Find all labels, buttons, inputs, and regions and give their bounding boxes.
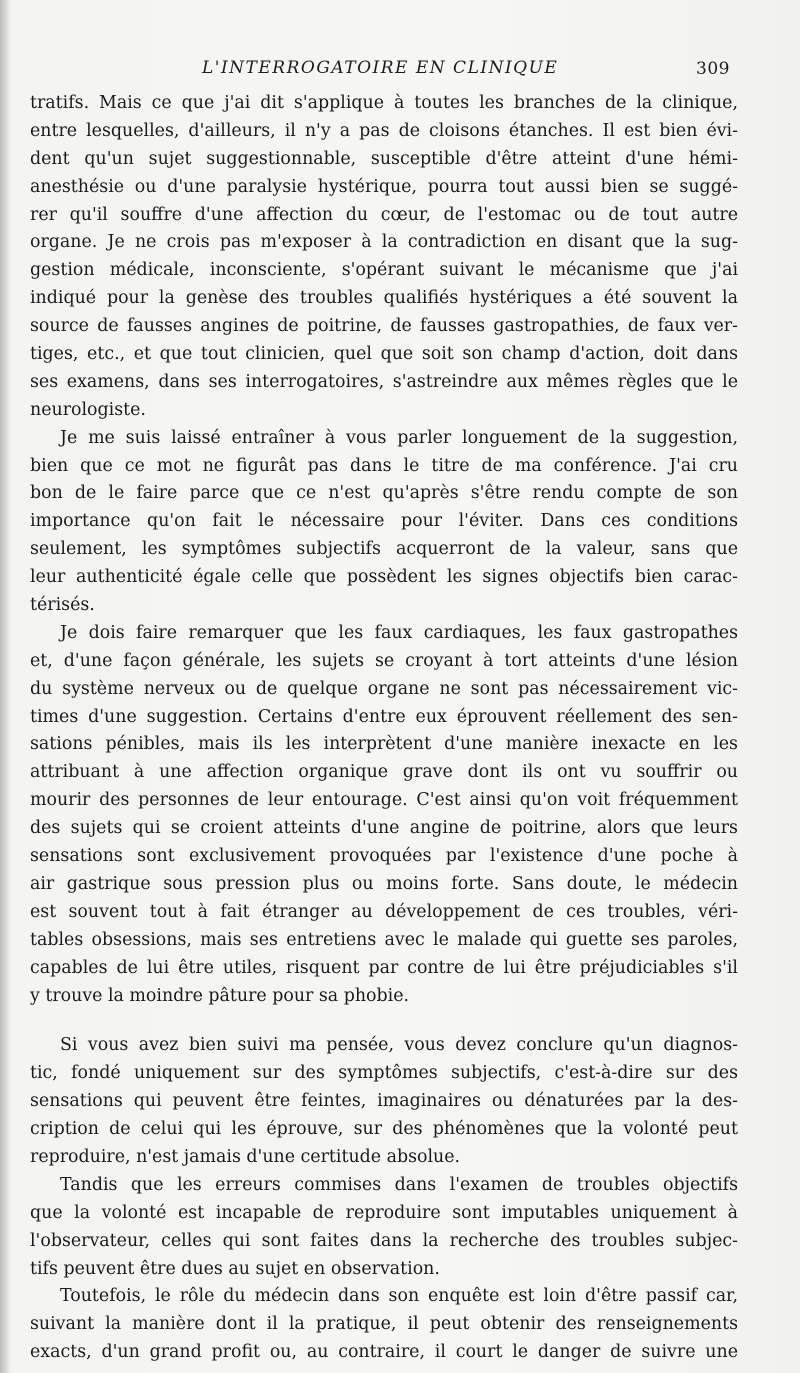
text-line: importance qu'on fait le nécessaire pour l'éviter. Dans ces conditions: [30, 511, 738, 532]
text-line: suivant la manière dont il la pratique, il peut obtenir des renseignements: [30, 1314, 738, 1335]
text-line: exacts, d'un grand profit ou, au contraire, il court le danger de suivre une: [30, 1342, 738, 1363]
text-line: times d'une suggestion. Certains d'entre eux éprouvent réellement des sen-: [30, 706, 738, 727]
paragraph-3: [30, 620, 738, 1010]
text-line: reproduire, n'est jamais d'une certitude absolue.: [30, 1146, 461, 1167]
text-line: tic, fondé uniquement sur des symptômes subjectifs, c'est-à-dire sur des: [30, 1063, 738, 1084]
text-line: anesthésie ou d'une paralysie hystérique, pourra tout aussi bien se suggé-: [30, 176, 738, 197]
text-line: l'observateur, celles qui sont faites dans la recherche des troubles subjec-: [30, 1230, 738, 1251]
paragraph-6: [30, 1283, 738, 1367]
text-line: ses examens, dans ses interrogatoires, s'astreindre aux mêmes règles que le: [30, 371, 738, 392]
text-line: source de fausses angines de poitrine, de fausses gastropathies, de faux ver-: [30, 316, 738, 337]
text-line: leur authenticité égale celle que possèdent les signes objectifs bien carac-: [30, 567, 738, 588]
text-line: dent qu'un sujet suggestionnable, susceptible d'être atteint d'une hémi-: [30, 148, 738, 169]
paragraph-5: [30, 1172, 738, 1284]
body-text: [30, 90, 738, 1367]
text-line: tifs peuvent être dues au sujet en observation.: [30, 1258, 440, 1279]
text-line: et, d'une façon générale, les sujets se croyant à tort atteints d'une lésion: [30, 650, 738, 671]
page-header: [0, 58, 800, 84]
paragraph-1: [30, 90, 738, 425]
text-line: capables de lui être utiles, risquent par contre de lui être préjudiciables s'il: [30, 957, 738, 978]
text-line: Si vous avez bien suivi ma pensée, vous devez conclure qu'un diagnos-: [60, 1035, 738, 1056]
text-line: tratifs. Mais ce que j'ai dit s'applique à toutes les branches de la clinique,: [30, 93, 738, 113]
text-line: entre lesquelles, d'ailleurs, il n'y a pas de cloisons étanches. Il est bien évi-: [30, 120, 738, 141]
text-line: Je me suis laissé entraîner à vous parler longuement de la suggestion,: [60, 427, 738, 448]
text-line: des sujets qui se croient atteints d'une angine de poitrine, alors que leurs: [30, 818, 738, 839]
text-line: seulement, les symptômes subjectifs acquerront de la valeur, sans que: [30, 539, 738, 560]
text-line: gestion médicale, inconsciente, s'opérant suivant le mécanisme que j'ai: [30, 260, 738, 281]
text-line: Je dois faire remarquer que les faux cardiaques, les faux gastropathes: [60, 622, 738, 643]
text-line: rer qu'il souffre d'une affection du cœur, de l'estomac ou de tout autre: [30, 204, 738, 225]
page-number: 309: [696, 59, 730, 79]
text-line: mourir des personnes de leur entourage. C'est ainsi qu'on voit fréquemment: [30, 790, 738, 811]
paragraph-4: [30, 1032, 738, 1171]
text-line: organe. Je ne crois pas m'exposer à la contradiction en disant que la sug-: [30, 232, 738, 253]
text-line: est souvent tout à fait étranger au développement de ces troubles, véri-: [30, 901, 738, 922]
binding-shadow: [0, 0, 10, 1373]
text-line: tables obsessions, mais ses entretiens avec le malade qui guette ses paroles,: [30, 929, 738, 950]
text-line: térisés.: [30, 595, 95, 616]
text-line: y trouve la moindre pâture pour sa phobie.: [30, 985, 410, 1006]
text-line: Toutefois, le rôle du médecin dans son enquête est loin d'être passif car,: [60, 1286, 738, 1307]
text-line: air gastrique sous pression plus ou moins forte. Sans doute, le médecin: [30, 873, 738, 894]
text-line: indiqué pour la genèse des troubles qualifiés hystériques a été souvent la: [30, 288, 738, 309]
text-line: sations pénibles, mais ils les interprètent d'une manière inexacte en les: [30, 734, 738, 755]
text-line: cription de celui qui les éprouve, sur des phénomènes que la volonté peut: [30, 1119, 738, 1140]
text-line: bon de le faire parce que ce n'est qu'après s'être rendu compte de son: [30, 483, 738, 504]
text-line: Tandis que les erreurs commises dans l'examen de troubles objectifs: [60, 1174, 738, 1195]
running-title: L'INTERROGATOIRE EN CLINIQUE: [202, 58, 559, 78]
paragraph-2: [30, 425, 738, 620]
text-line: tiges, etc., et que tout clinicien, quel que soit son champ d'action, doit dans: [30, 344, 738, 365]
text-line: neurologiste.: [30, 399, 146, 420]
text-line: attribuant à une affection organique grave dont ils ont vu souffrir ou: [30, 762, 738, 783]
text-line: sensations qui peuvent être feintes, imaginaires ou dénaturées par la des-: [30, 1091, 738, 1112]
text-line: que la volonté est incapable de reproduire sont imputables uniquement à: [30, 1202, 738, 1223]
section-gap: [30, 1010, 738, 1032]
text-line: sensations sont exclusivement provoquées par l'existence d'une poche à: [30, 846, 738, 867]
text-line: du système nerveux ou de quelque organe ne sont pas nécessairement vic-: [30, 678, 738, 699]
text-line: bien que ce mot ne figurât pas dans le titre de ma conférence. J'ai cru: [30, 455, 738, 476]
